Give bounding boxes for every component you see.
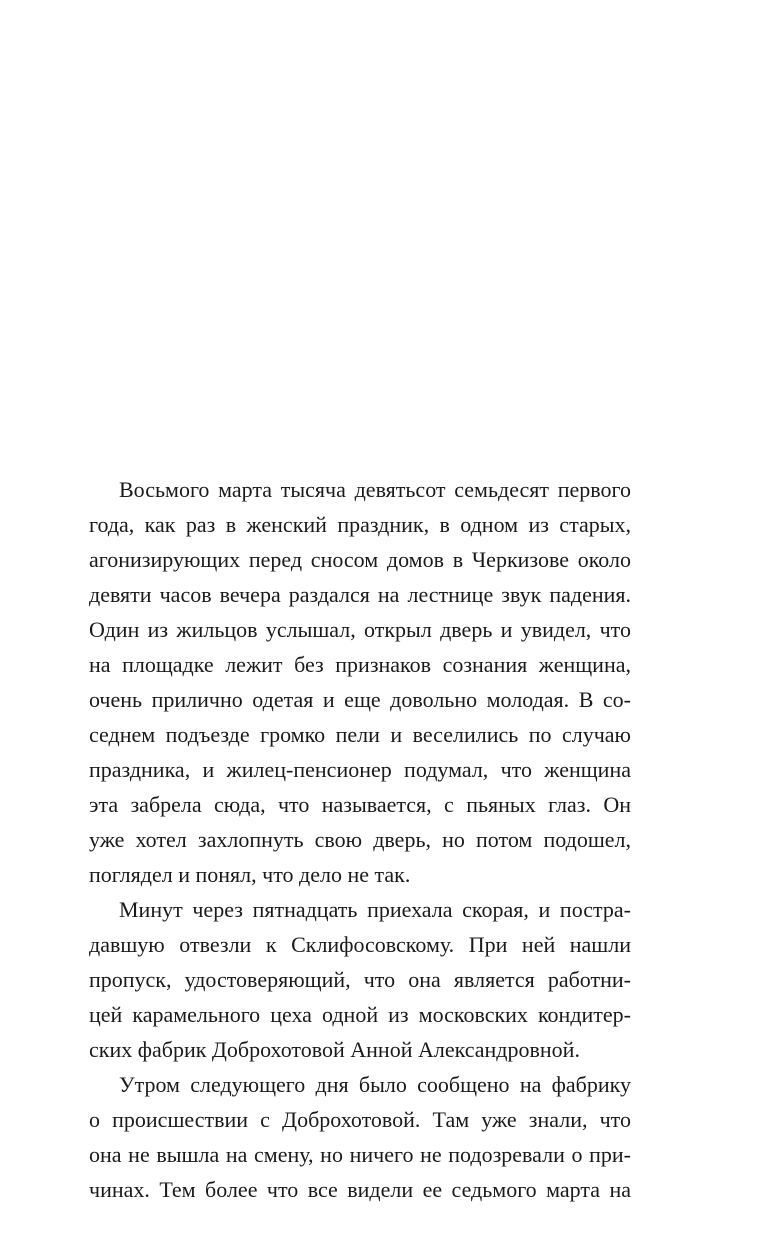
text-line: чинах. Тем более что все видели ее седьмого марта на — [89, 1177, 631, 1202]
text-line: года, как раз в женский праздник, в одном из старых, — [89, 512, 631, 537]
body-text — [89, 472, 631, 1207]
text-line: давшую отвезли к Склифосовскому. При ней нашли — [89, 932, 631, 957]
text-line: Один из жильцов услышал, открыл дверь и увидел, что — [89, 617, 631, 642]
text-line: агонизирующих перед сносом домов в Черкизове около — [89, 547, 631, 572]
text-line: Восьмого марта тысяча девятьсот семьдесят первого — [119, 477, 631, 502]
text-line: очень прилично одетая и еще довольно молодая. В со- — [89, 687, 631, 712]
text-line: ских фабрик Доброхотовой Анной Александровной. — [89, 1037, 580, 1062]
text-line: эта забрела сюда, что называется, с пьяных глаз. Он — [89, 792, 631, 817]
text-line: Минут через пятнадцать приехала скорая, и постра- — [119, 897, 631, 922]
text-line: девяти часов вечера раздался на лестнице звук падения. — [89, 582, 631, 607]
text-line: уже хотел захлопнуть свою дверь, но потом подошел, — [89, 827, 631, 852]
text-line: она не вышла на смену, но ничего не подозревали о при- — [89, 1142, 631, 1167]
text-line: о происшествии с Доброхотовой. Там уже знали, что — [89, 1107, 631, 1132]
text-line: пропуск, удостоверяющий, что она является работни- — [89, 967, 631, 992]
text-line: на площадке лежит без признаков сознания женщина, — [89, 652, 631, 677]
text-line: седнем подъезде громко пели и веселились по случаю — [89, 722, 631, 747]
text-line: цей карамельного цеха одной из московских кондитер- — [89, 1002, 631, 1027]
text-line: поглядел и понял, что дело не так. — [89, 862, 411, 887]
text-line: праздника, и жилец-пенсионер подумал, что женщина — [89, 757, 631, 782]
text-line: Утром следующего дня было сообщено на фабрику — [119, 1072, 631, 1097]
